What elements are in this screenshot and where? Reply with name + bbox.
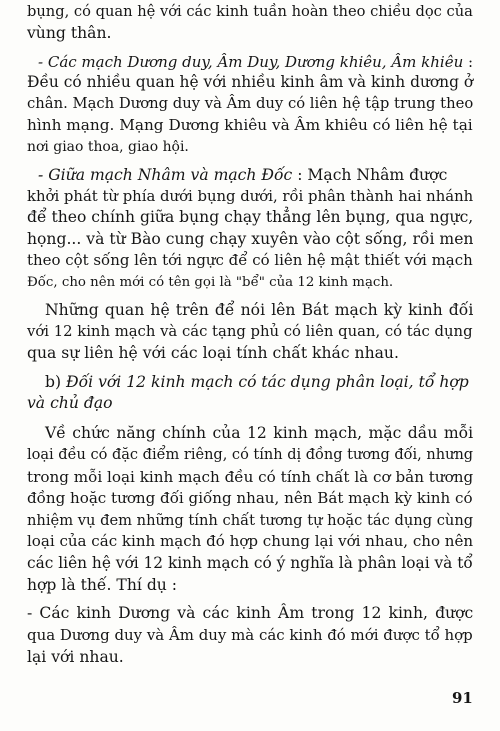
text-line — [27, 229, 473, 250]
text-run: b) — [45, 373, 67, 391]
text-line — [27, 467, 473, 488]
text-line — [38, 52, 473, 73]
text-run: trong mỗi loại kinh mạch đều có tính chất là cơ bản tương — [27, 468, 474, 486]
text-line — [27, 115, 473, 136]
text-run: Những quan hệ trên để nói lên Bát mạch kỳ kinh đối — [45, 301, 474, 319]
text-line — [45, 300, 473, 321]
text-run: hợp là thế. Thí dụ : — [27, 576, 178, 594]
text-run: Đốc, cho nên mới có tên gọi là "bể" của 12 kinh mạch. — [27, 275, 394, 290]
text-run: : Mạch Nhâm được — [292, 166, 448, 184]
text-line — [27, 137, 189, 158]
text-run: nhiệm vụ đem những tính chất tương tự hoặc tác dụng cùng — [27, 512, 474, 529]
text-line — [27, 250, 473, 271]
text-run: chân. Mạch Dương duy và Âm duy có liên hệ tập trung theo — [27, 95, 474, 112]
text-run: vùng thân. — [27, 24, 112, 42]
text-run: theo cột sống lên tới ngực để có liên hệ mật thiết với mạch — [27, 251, 473, 269]
text-run: bụng, có quan hệ với các kinh tuần hoàn theo chiều dọc của — [27, 3, 473, 20]
text-run: Đều có nhiều quan hệ với nhiều kinh âm và kinh dương ở — [27, 73, 474, 91]
italic-text-run: và chủ đạo — [27, 394, 113, 412]
text-line — [45, 423, 473, 444]
text-run: để theo chính giữa bụng chạy thẳng lên bụng, qua ngực, — [27, 208, 474, 226]
text-run: qua Dương duy và Âm duy mà các kinh đó mới được tổ hợp — [27, 626, 473, 644]
text-run: : — [463, 53, 474, 71]
text-line — [27, 531, 473, 552]
text-run: đồng hoặc tương đối giống nhau, nên Bát mạch kỳ kinh có — [27, 489, 473, 507]
text-line — [27, 93, 473, 114]
text-line — [27, 72, 473, 93]
text-line — [27, 445, 473, 466]
text-run: hình mạng. Mạng Dương khiêu và Âm khiêu có liên hệ tại — [27, 116, 473, 134]
text-line — [27, 186, 473, 207]
page-number: 91 — [452, 689, 473, 707]
text-line — [27, 603, 473, 624]
text-run: với 12 kinh mạch và các tạng phủ có liên quan, có tác dụng — [27, 323, 473, 340]
text-run: lại với nhau. — [27, 648, 124, 666]
text-line — [27, 553, 473, 574]
text-run: nơi giao thoa, giao hội. — [27, 139, 189, 155]
text-run: qua sự liên hệ với các loại tính chất khác nhau. — [27, 344, 399, 362]
text-line — [27, 575, 177, 596]
text-line — [27, 647, 124, 668]
text-run: họng... và từ Bào cung chạy xuyên vào cột sống, rồi men — [27, 230, 474, 248]
italic-text-run: Đối với 12 kinh mạch có tác dụng phân loại, tổ hợp — [66, 373, 469, 391]
italic-text-run: - Các mạch Dương duy, Âm Duy, Dương khiêu, Âm khiêu — [38, 53, 464, 71]
text-run: khởi phát từ phía dưới bụng dưới, rồi phân thành hai nhánh — [27, 188, 474, 205]
text-run: các liên hệ với 12 kinh mạch có ý nghĩa là phân loại và tổ — [27, 554, 473, 572]
text-line — [45, 372, 469, 393]
text-run: loại của các kinh mạch đó hợp chung lại với nhau, cho nên — [27, 532, 474, 550]
text-line — [27, 488, 473, 509]
italic-text-run: - Giữa mạch Nhâm và mạch Đốc — [38, 166, 293, 184]
text-run: Về chức năng chính của 12 kinh mạch, mặc dầu mỗi — [45, 424, 474, 442]
text-line — [27, 625, 473, 646]
text-line — [27, 1, 473, 22]
text-run: loại đều có đặc điểm riêng, có tính dị đồng tương đối, nhưng — [27, 447, 474, 463]
text-line — [27, 343, 399, 364]
text-run: - Các kinh Dương và các kinh Âm trong 12 kinh, được — [27, 604, 474, 622]
text-line — [38, 165, 447, 186]
text-line — [27, 207, 473, 228]
text-line — [27, 23, 111, 44]
text-line — [27, 321, 473, 342]
text-line — [27, 393, 113, 414]
text-line — [27, 510, 473, 531]
text-line — [27, 272, 393, 293]
